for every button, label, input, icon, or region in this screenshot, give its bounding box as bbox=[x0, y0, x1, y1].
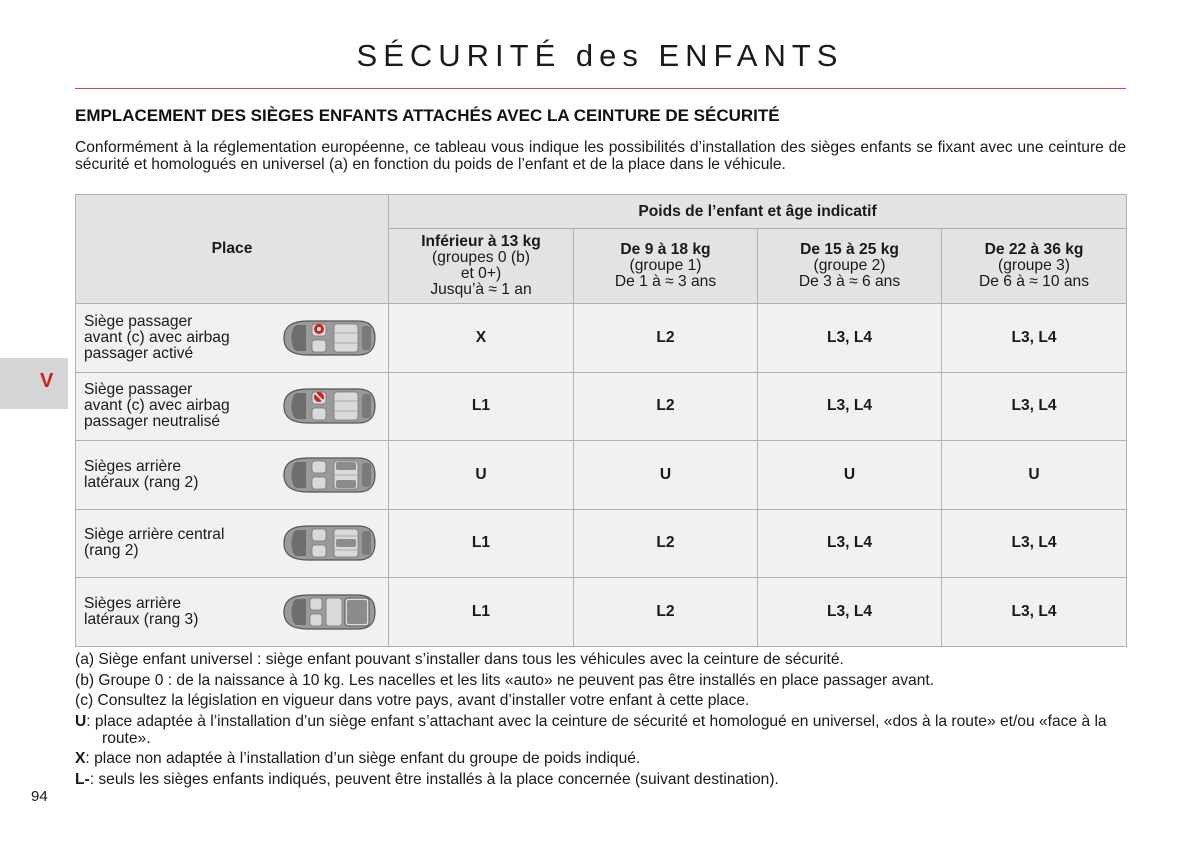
child-seat-table bbox=[75, 194, 1127, 647]
intro-paragraph: Conformément à la réglementation européenne, ce tableau vous indique les possibilités d’installation des sièges enfants se fixant avec une ceinture de sécurité et homologués en universel (a) en fonction du poids de l’enfant et de la place dans le véhicule. bbox=[75, 139, 1126, 173]
column-header-line: et 0+) bbox=[460, 265, 502, 282]
title-divider bbox=[75, 88, 1126, 89]
legend-l bbox=[75, 771, 1126, 788]
place-cell bbox=[76, 372, 389, 441]
page-title: SÉCURITÉ des ENFANTS bbox=[356, 38, 844, 73]
table-header-place: Place bbox=[76, 195, 389, 304]
chapter-letter: V bbox=[40, 370, 54, 392]
column-header-line: De 6 à ≈ 10 ans bbox=[979, 273, 1090, 290]
table-row bbox=[76, 304, 1127, 373]
legend-key-x: X bbox=[75, 750, 86, 767]
column-header bbox=[942, 229, 1127, 304]
column-header-weight: De 22 à 36 kg bbox=[984, 241, 1084, 258]
section-heading: EMPLACEMENT DES SIÈGES ENFANTS ATTACHÉS AVEC LA CEINTURE DE SÉCURITÉ bbox=[75, 106, 780, 125]
table-cell-value: L1 bbox=[389, 578, 574, 647]
column-header-line: (groupe 1) bbox=[629, 257, 702, 274]
column-header-line: (groupes 0 (b) bbox=[432, 249, 530, 266]
car-rear-side-seats-row2-icon bbox=[278, 454, 378, 496]
footnotes bbox=[75, 651, 1126, 791]
column-header bbox=[758, 229, 942, 304]
table-cell-value: L3, L4 bbox=[942, 304, 1127, 373]
table-cell-value: L2 bbox=[574, 578, 758, 647]
place-cell bbox=[76, 509, 389, 578]
legend-text-u: : place adaptée à l’installation d’un siège enfant s’attachant avec la ceinture de sécurité et homologué en universel, «dos à la route» et/ou «face à la route». bbox=[86, 712, 1107, 747]
table-cell-value: L3, L4 bbox=[942, 509, 1127, 578]
table-row bbox=[76, 372, 1127, 441]
page-number: 94 bbox=[31, 788, 48, 805]
table-cell-value: L3, L4 bbox=[942, 578, 1127, 647]
table-row bbox=[76, 578, 1127, 647]
footnote-c: (c) Consultez la législation en vigueur dans votre pays, avant d’installer votre enfant à cette place. bbox=[75, 692, 750, 709]
footnote-b: (b) Groupe 0 : de la naissance à 10 kg. Les nacelles et les lits «auto» ne peuvent pas être installés en place passager avant. bbox=[75, 671, 935, 689]
table-cell-value: U bbox=[574, 441, 758, 510]
column-header bbox=[389, 229, 574, 304]
column-header-weight: De 15 à 25 kg bbox=[800, 241, 899, 258]
column-header-line: Jusqu’à ≈ 1 an bbox=[430, 281, 532, 298]
table-cell-value: L2 bbox=[574, 372, 758, 441]
table-cell-value: L2 bbox=[574, 304, 758, 373]
place-label: Siège passager avant (c) avec airbag passager activé bbox=[84, 312, 230, 362]
footnote-a: (a) Siège enfant universel : siège enfant pouvant s’installer dans tous les véhicules avec la ceinture de sécurité. bbox=[75, 651, 844, 668]
table-cell-value: U bbox=[942, 441, 1127, 510]
legend-text-l: : seuls les sièges enfants indiqués, peuvent être installés à la place concernée (suivant destination). bbox=[89, 770, 779, 788]
table-cell-value: U bbox=[389, 441, 574, 510]
legend-key-u: U bbox=[75, 712, 87, 730]
place-label: Sièges arrière latéraux (rang 3) bbox=[84, 594, 199, 628]
legend-key-l: L- bbox=[75, 770, 90, 788]
place-cell bbox=[76, 304, 389, 373]
place-label: Siège passager avant (c) avec airbag passager neutralisé bbox=[84, 381, 230, 431]
table-row bbox=[76, 509, 1127, 578]
column-header-line: De 3 à ≈ 6 ans bbox=[798, 273, 901, 290]
table-cell-value: L3, L4 bbox=[758, 509, 942, 578]
table-cell-value: L2 bbox=[574, 509, 758, 578]
table-cell-value: L1 bbox=[389, 372, 574, 441]
car-front-passenger-airbag-off-icon bbox=[278, 385, 378, 427]
place-label: Sièges arrière latéraux (rang 2) bbox=[84, 457, 199, 491]
legend-text-x: : place non adaptée à l’installation d’un siège enfant du groupe de poids indiqué. bbox=[85, 750, 641, 767]
table-cell-value: L1 bbox=[389, 509, 574, 578]
chapter-side-tab[interactable] bbox=[0, 358, 68, 409]
column-header-weight: De 9 à 18 kg bbox=[620, 241, 711, 258]
table-cell-value: L3, L4 bbox=[758, 578, 942, 647]
table-row bbox=[76, 441, 1127, 510]
table-cell-value: U bbox=[758, 441, 942, 510]
car-rear-side-seats-row3-icon bbox=[278, 591, 378, 633]
place-cell bbox=[76, 441, 389, 510]
car-rear-center-seat-row2-icon bbox=[278, 522, 378, 564]
column-header-line: (groupe 2) bbox=[813, 257, 886, 274]
place-label: Siège arrière central (rang 2) bbox=[84, 526, 225, 560]
column-header-line: De 1 à ≈ 3 ans bbox=[614, 273, 717, 290]
legend-x bbox=[75, 750, 1126, 767]
table-cell-value: L3, L4 bbox=[942, 372, 1127, 441]
table-header-weight-group: Poids de l’enfant et âge indicatif bbox=[389, 195, 1127, 229]
table-cell-value: L3, L4 bbox=[758, 304, 942, 373]
table-cell-value: L3, L4 bbox=[758, 372, 942, 441]
column-header-line: (groupe 3) bbox=[998, 257, 1070, 274]
column-header-weight: Inférieur à 13 kg bbox=[421, 233, 541, 250]
place-cell bbox=[76, 578, 389, 647]
table-cell-value: X bbox=[389, 304, 574, 373]
legend-u bbox=[75, 713, 1126, 747]
car-front-passenger-airbag-active-icon bbox=[278, 317, 378, 359]
column-header bbox=[574, 229, 758, 304]
